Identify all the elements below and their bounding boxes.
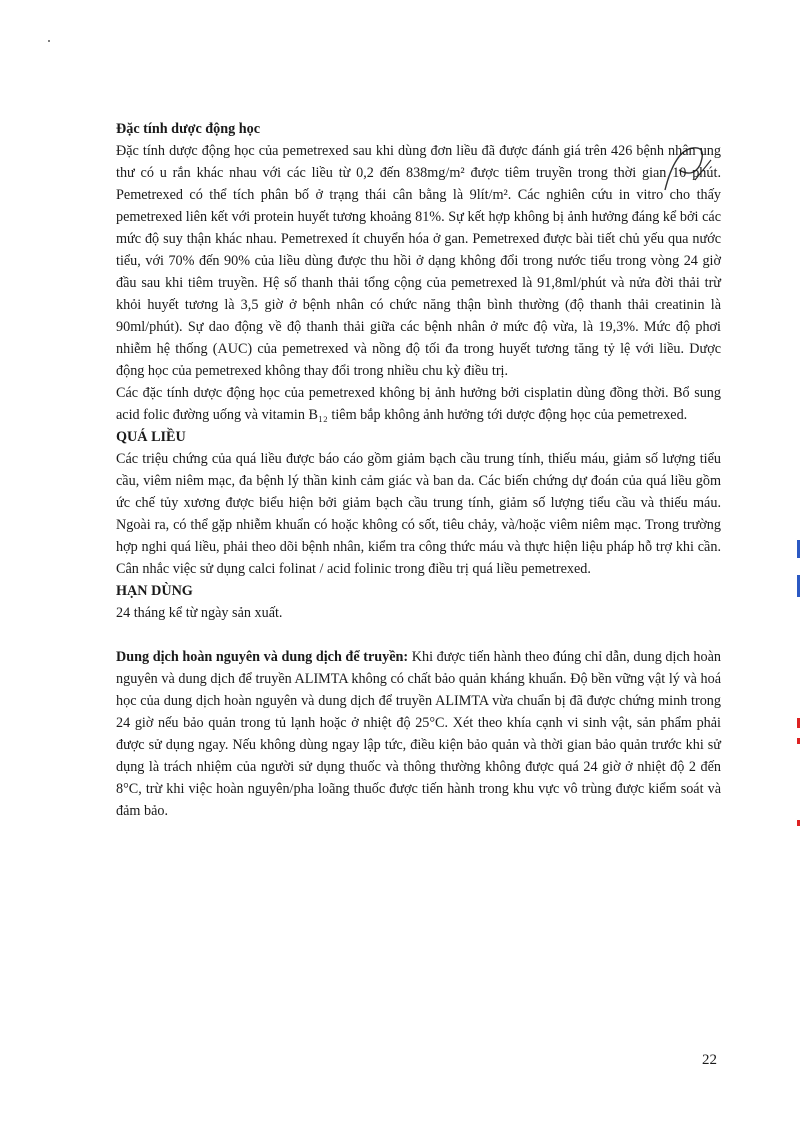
scan-speck (48, 40, 50, 42)
pharmacokinetics-section (116, 118, 721, 426)
document-body (116, 118, 721, 822)
shelf-life-heading: HẠN DÙNG (116, 583, 193, 599)
reconstituted-solution-section (116, 646, 721, 822)
pharmacokinetics-paragraph-1: Đặc tính dược động học của pemetrexed sau khi dùng đơn liều đã được đánh giá trên 426 bệnh nhân ung thư có u rắn khác nhau với các liều từ 0,2 đến 838mg/m² được tiêm truyền trong thời gian 10 phút. Pemetrexed có thể tích phân bố ở trạng thái cân bằng là 9lít/m². Các nghiên cứu in vitro cho thấy pemetrexed liên kết với protein huyết tương khoảng 81%. Sự kết hợp không bị ảnh hưởng đáng kể bởi các mức độ suy thận khác nhau. Pemetrexed ít chuyển hóa ở gan. Pemetrexed được bài tiết chủ yếu qua nước tiểu, với 70% đến 90% của liều dùng được thu hồi ở dạng không đổi trong nước tiểu trong vòng 24 giờ đầu sau khi tiêm truyền. Hệ số thanh thải tổng cộng của pemetrexed là 91,8ml/phút và nửa đời thải trừ khỏi huyết tương là 3,5 giờ ở bệnh nhân có chức năng thận bình thường (độ thanh thải creatinin là 90ml/phút). Sự dao động về độ thanh thải giữa các bệnh nhân ở mức độ vừa, là 19,3%. Mức độ phơi nhiễm hệ thống (AUC) của pemetrexed và nồng độ tối đa trong huyết tương tăng tỷ lệ với liều. Dược động học của pemetrexed không thay đổi trong nhiều chu kỳ điều trị. (116, 143, 721, 379)
overdose-section (116, 426, 721, 580)
overdose-heading: QUÁ LIỀU (116, 429, 186, 445)
overdose-paragraph: Các triệu chứng của quá liều được báo cáo gồm giảm bạch cầu trung tính, thiếu máu, giảm số lượng tiểu cầu, viêm niêm mạc, đa bệnh lý thần kinh cảm giác và ban da. Các biến chứng dự đoán của quá liều gồm ức chế tủy xương được biểu hiện bởi giảm bạch cầu trung tính, giảm số lượng tiểu cầu và thiếu máu. Ngoài ra, có thể gặp nhiễm khuẩn có hoặc không có sốt, tiêu chảy, và/hoặc viêm niêm mạc. Trong trường hợp nghi quá liều, phải theo dõi bệnh nhân, kiểm tra công thức máu và thực hiện liệu pháp hỗ trợ khi cần. Cân nhắc việc sử dụng calci folinat / acid folinic trong điều trị quá liều pemetrexed. (116, 451, 721, 577)
reconstituted-text: Khi được tiến hành theo đúng chỉ dẫn, dung dịch hoàn nguyên và dung dịch để truyền ALIMTA không có chất bảo quản kháng khuẩn. Độ bền vững vật lý và hoá học của dung dịch hoàn nguyên và dung dịch để truyền ALIMTA vừa chuẩn bị đã được chứng minh trong 24 giờ nếu bảo quản trong tủ lạnh hoặc ở nhiệt độ 25°C. Xét theo khía cạnh vi sinh vật, sản phẩm phải được sử dụng ngay. Nếu không dùng ngay lập tức, điều kiện bảo quản và thời gian bảo quản trước khi sử dụng là trách nhiệm của người sử dụng thuốc và thông thường không được quá 24 giờ ở nhiệt độ 2 đến 8°C, trừ khi việc hoàn nguyên/pha loãng thuốc được tiến hành trong khu vực vô trùng được kiểm soát và đảm bảo. (116, 649, 722, 819)
reconstituted-paragraph (116, 646, 721, 822)
page-number: 22 (702, 1052, 717, 1068)
shelf-life-section (116, 580, 721, 624)
pharmacokinetics-paragraph-2: Các đặc tính dược động học của pemetrexed không bị ảnh hưởng bởi cisplatin dùng đồng thời. Bổ sung acid folic đường uống và vitamin B₁₂ tiêm bắp không ảnh hưởng tới dược động học của pemetrexed. (116, 385, 721, 423)
pharmacokinetics-heading: Đặc tính dược động học (116, 121, 261, 137)
reconstituted-heading: Dung dịch hoàn nguyên và dung dịch để truyền: (116, 649, 409, 665)
shelf-life-text: 24 tháng kể từ ngày sản xuất. (116, 605, 283, 621)
